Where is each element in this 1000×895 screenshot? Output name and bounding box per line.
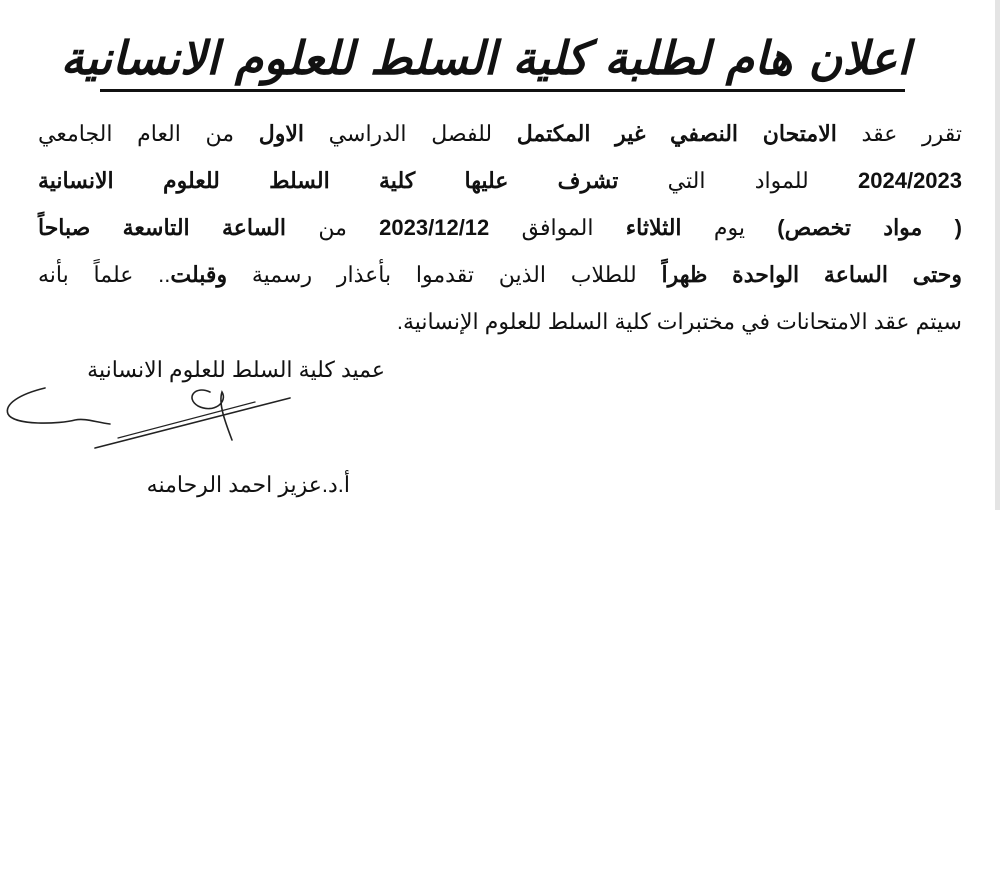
text-segment: للطلاب الذين تقدموا بأعذار رسمية	[227, 262, 662, 287]
semester-label: الاول	[258, 121, 305, 146]
announcement-body	[38, 110, 962, 345]
announcement-title: اعلان هام لطلبة كلية السلط للعلوم الانسانية	[60, 31, 910, 85]
text-segment: يوم	[681, 215, 778, 240]
exam-date: 2023/12/12	[379, 215, 490, 240]
text-segment: من العام الجامعي	[38, 121, 259, 146]
title-underline	[100, 89, 905, 92]
academic-year: 2024/2023	[858, 168, 963, 193]
text-segment: للفصل الدراسي	[304, 121, 517, 146]
subject-type: ( مواد تخصص)	[777, 215, 962, 240]
body-line-3	[38, 204, 962, 251]
body-line-2	[38, 157, 962, 204]
exam-day: الثلاثاء	[625, 215, 682, 240]
text-segment: تقرر عقد	[836, 121, 963, 146]
exam-start-time: الساعة التاسعة صباحاً	[38, 215, 287, 240]
text-segment: الموافق	[489, 215, 626, 240]
exam-location: سيتم عقد الامتحانات في مختبرات كلية السلط للعلوم الإنسانية.	[396, 309, 962, 334]
supervising-college: تشرف عليها كلية السلط للعلوم الانسانية	[38, 168, 619, 193]
body-line-5	[38, 298, 962, 345]
text-segment: .. علماً بأنه	[38, 262, 171, 287]
text-segment: من	[286, 215, 380, 240]
exam-name: الامتحان النصفي غير المكتمل	[516, 121, 837, 146]
handwritten-signature	[0, 380, 310, 460]
dean-name: أ.د.عزيز احمد الرحامنه	[146, 472, 350, 497]
dean-title: عميد كلية السلط للعلوم الانسانية	[87, 357, 385, 382]
accepted-label: وقبلت	[170, 262, 228, 287]
body-line-4	[38, 251, 962, 298]
text-segment: للمواد التي	[618, 168, 859, 193]
exam-end-time: وحتى الساعة الواحدة ظهراً	[661, 262, 962, 287]
page-edge-strip	[995, 0, 1000, 510]
body-line-1	[38, 110, 962, 157]
